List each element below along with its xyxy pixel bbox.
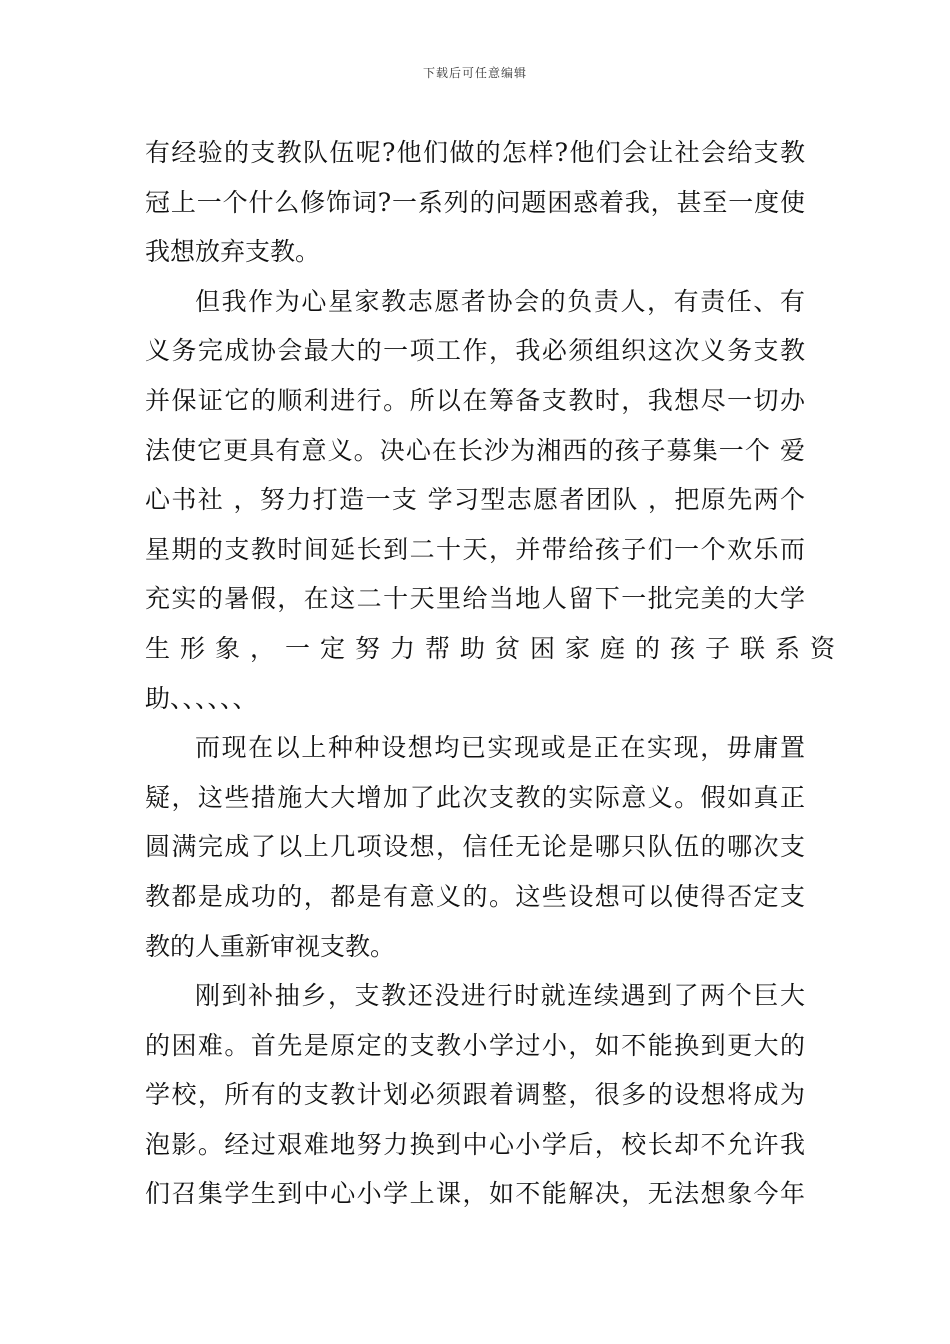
text-line: 冠上一个什么修饰词?一系列的问题困惑着我，甚至一度使 bbox=[145, 187, 805, 217]
text-line: 疑，这些措施大大增加了此次支教的实际意义。假如真正 bbox=[145, 782, 805, 812]
text-line: 有经验的支教队伍呢?他们做的怎样?他们会让社会给支教 bbox=[145, 138, 805, 167]
text-line: 充实的暑假，在这二十天里给当地人留下一批完美的大学 bbox=[145, 584, 805, 614]
text-line: 圆满完成了以上几项设想，信任无论是哪只队伍的哪次支 bbox=[145, 832, 805, 862]
text-line: 泡影。经过艰难地努力换到中心小学后，校长却不允许我 bbox=[145, 1129, 805, 1159]
text-line: 星期的支教时间延长到二十天，并带给孩子们一个欢乐而 bbox=[145, 534, 805, 564]
page-header: 下载后可任意编辑 bbox=[422, 66, 527, 80]
text-line: 生形象，一定努力帮助贫困家庭的孩子联系资 bbox=[145, 633, 846, 663]
text-line: 心书社 ，努力打造一支 学习型志愿者团队 ，把原先两个 bbox=[145, 485, 805, 515]
text-line: 学校，所有的支教计划必须跟着调整，很多的设想将成为 bbox=[145, 1080, 805, 1110]
text-line: 们召集学生到中心小学上课，如不能解决，无法想象今年 bbox=[145, 1179, 805, 1209]
text-line: 法使它更具有意义。决心在长沙为湘西的孩子募集一个 爱 bbox=[145, 435, 805, 465]
text-line: 我想放弃支教。 bbox=[145, 237, 321, 267]
text-line: 教的人重新审视支教。 bbox=[145, 931, 396, 961]
paragraph-first-line: 刚到补抽乡，支教还没进行时就连续遇到了两个巨大 bbox=[195, 981, 805, 1011]
paragraph-first-line: 而现在以上种种设想均已实现或是正在实现，毋庸置 bbox=[195, 733, 805, 763]
text-line: 的困难。首先是原定的支教小学过小，如不能换到更大的 bbox=[145, 1030, 805, 1060]
document-body bbox=[145, 128, 846, 1219]
text-line: 并保证它的顺利进行。所以在筹备支教时，我想尽一切办 bbox=[145, 385, 805, 415]
paragraph-first-line: 但我作为心星家教志愿者协会的负责人，有责任、有 bbox=[195, 286, 805, 316]
text-line: 助、、、、、、 bbox=[145, 683, 258, 713]
text-line: 义务完成协会最大的一项工作，我必须组织这次义务支教 bbox=[145, 336, 805, 366]
text-line: 教都是成功的，都是有意义的。这些设想可以使得否定支 bbox=[145, 881, 805, 911]
